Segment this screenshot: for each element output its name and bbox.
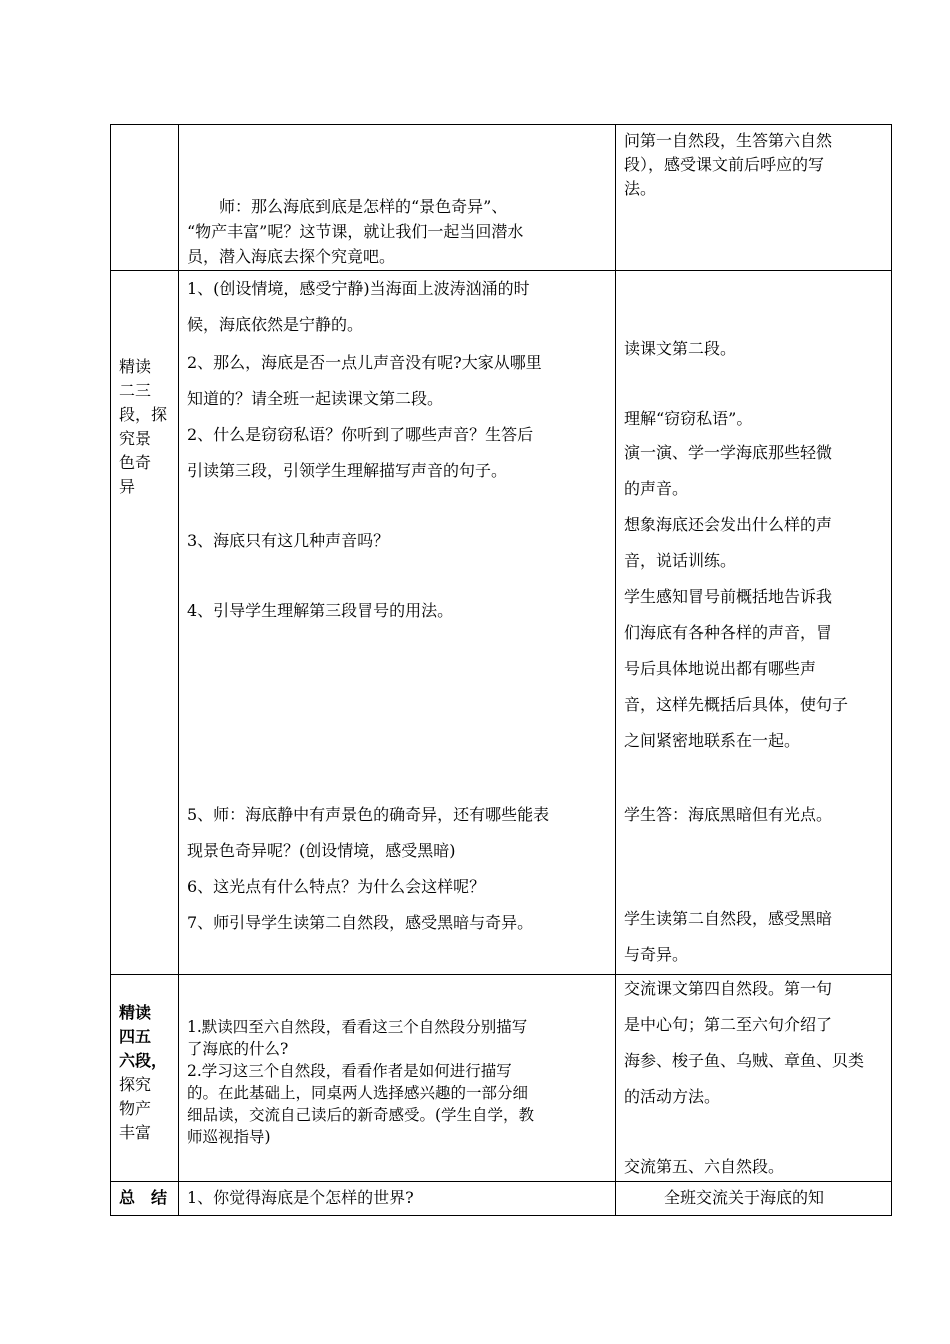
table-row [111, 1182, 892, 1216]
text-line: 学生答：海底黑暗但有光点。 [624, 805, 833, 824]
text-line: 现景色奇异呢？(创设情境，感受黑暗) [187, 841, 456, 860]
text-line: 1.默读四至六自然段，看看这三个自然段分别描写 [187, 1018, 528, 1036]
text-line: 音，这样先概括后具体，使句子 [624, 695, 849, 714]
student-activity-cell [616, 1182, 892, 1216]
table-row [111, 271, 892, 975]
text-line: 号后具体地说出都有哪些声 [624, 659, 817, 678]
stage-label: 究景 [119, 429, 152, 448]
stage-cell [111, 1182, 179, 1216]
student-activity-cell [616, 271, 892, 975]
text-line: 的。在此基础上，同桌两人选择感兴趣的一部分细 [187, 1084, 529, 1102]
teacher-activity-cell [179, 1182, 616, 1216]
stage-cell [111, 975, 179, 1182]
text-line: 是中心句；第二至六句介绍了 [624, 1015, 833, 1034]
table-row [111, 975, 892, 1182]
stage-label: 四五 [119, 1027, 152, 1046]
teacher-activity-cell [179, 125, 616, 271]
stage-label: 丰富 [119, 1123, 152, 1142]
stage-cell [111, 271, 179, 975]
text-line: 细品读，交流自己读后的新奇感受。(学生自学，教 [187, 1106, 535, 1124]
text-line: 2.学习这三个自然段，看看作者是如何进行描写 [187, 1062, 512, 1080]
text-line: 师巡视指导) [187, 1128, 271, 1146]
student-activity-cell [616, 125, 892, 271]
text-line: 法。 [624, 179, 657, 198]
text-line: 7、师引导学生读第二自然段，感受黑暗与奇异。 [187, 913, 534, 932]
text-line: 之间紧密地联系在一起。 [624, 731, 801, 750]
text-line: 演一演、学一学海底那些轻微 [624, 443, 833, 462]
text-line: 2、什么是窃窃私语？你听到了哪些声音？生答后 [187, 425, 534, 444]
text-line: 知道的？请全班一起读课文第二段。 [187, 389, 444, 408]
text-line: 候，海底依然是宁静的。 [187, 315, 364, 334]
text-line: 2、那么，海底是否一点儿声音没有呢?大家从哪里 [187, 353, 542, 372]
stage-label: 段，探 [119, 405, 168, 424]
text-line: 员，潜入海底去探个究竟吧。 [187, 247, 396, 266]
stage-label: 物产 [119, 1099, 152, 1118]
text-line: 与奇异。 [624, 945, 689, 964]
stage-label: 精读 [119, 357, 152, 376]
text-line: 段），感受课文前后呼应的写 [624, 155, 825, 174]
text-line: 交流课文第四自然段。第一句 [624, 979, 833, 998]
text-line: 全班交流关于海底的知 [664, 1188, 825, 1207]
text-line: 6、这光点有什么特点？为什么会这样呢？ [187, 877, 486, 896]
text-line: 读课文第二段。 [624, 339, 737, 358]
stage-label: 精读 [119, 1003, 152, 1022]
text-line: 3、海底只有这几种声音吗？ [187, 531, 390, 550]
stage-label: 探究 [119, 1075, 152, 1094]
text-line: 问第一自然段，生答第六自然 [624, 131, 833, 150]
text-line: 们海底有各种各样的声音，冒 [624, 623, 833, 642]
text-line: 引读第三段，引领学生理解描写声音的句子。 [187, 461, 508, 480]
text-line: 5、师：海底静中有声景色的确奇异，还有哪些能表 [187, 805, 550, 824]
stage-label: 色奇 [119, 453, 152, 472]
text-line: 的活动方法。 [624, 1087, 721, 1106]
teacher-activity-cell [179, 271, 616, 975]
teacher-activity-cell [179, 975, 616, 1182]
text-line: 的声音。 [624, 479, 689, 498]
text-line: 了海底的什么? [187, 1040, 289, 1058]
text-line: 想象海底还会发出什么样的声 [624, 515, 833, 534]
text-line: 理解“窃窃私语”。 [624, 409, 753, 428]
text-line: 音，说话训练。 [624, 551, 737, 570]
text-line: 海参、梭子鱼、乌贼、章鱼、贝类 [624, 1051, 865, 1070]
text-line: 学生读第二自然段，感受黑暗 [624, 909, 833, 928]
text-line: “物产丰富”呢？这节课，就让我们一起当回潜水 [187, 222, 524, 241]
text-line: 4、引导学生理解第三段冒号的用法。 [187, 601, 454, 620]
stage-label: 六段， [119, 1051, 168, 1070]
stage-label: 二三 [119, 381, 152, 400]
text-line: 师：那么海底到底是怎样的“景色奇异”、 [187, 197, 508, 216]
student-activity-cell [616, 975, 892, 1182]
stage-label: 异 [119, 477, 136, 496]
text-line: 1、你觉得海底是个怎样的世界? [187, 1188, 414, 1207]
text-line: 交流第五、六自然段。 [624, 1157, 785, 1176]
text-line: 学生感知冒号前概括地告诉我 [624, 587, 833, 606]
stage-cell [111, 125, 179, 271]
text-line: 1、(创设情境，感受宁静)当海面上波涛汹涌的时 [187, 279, 530, 298]
lesson-plan-table [110, 124, 892, 1216]
stage-label: 总 结 [119, 1188, 168, 1207]
table-row [111, 125, 892, 271]
